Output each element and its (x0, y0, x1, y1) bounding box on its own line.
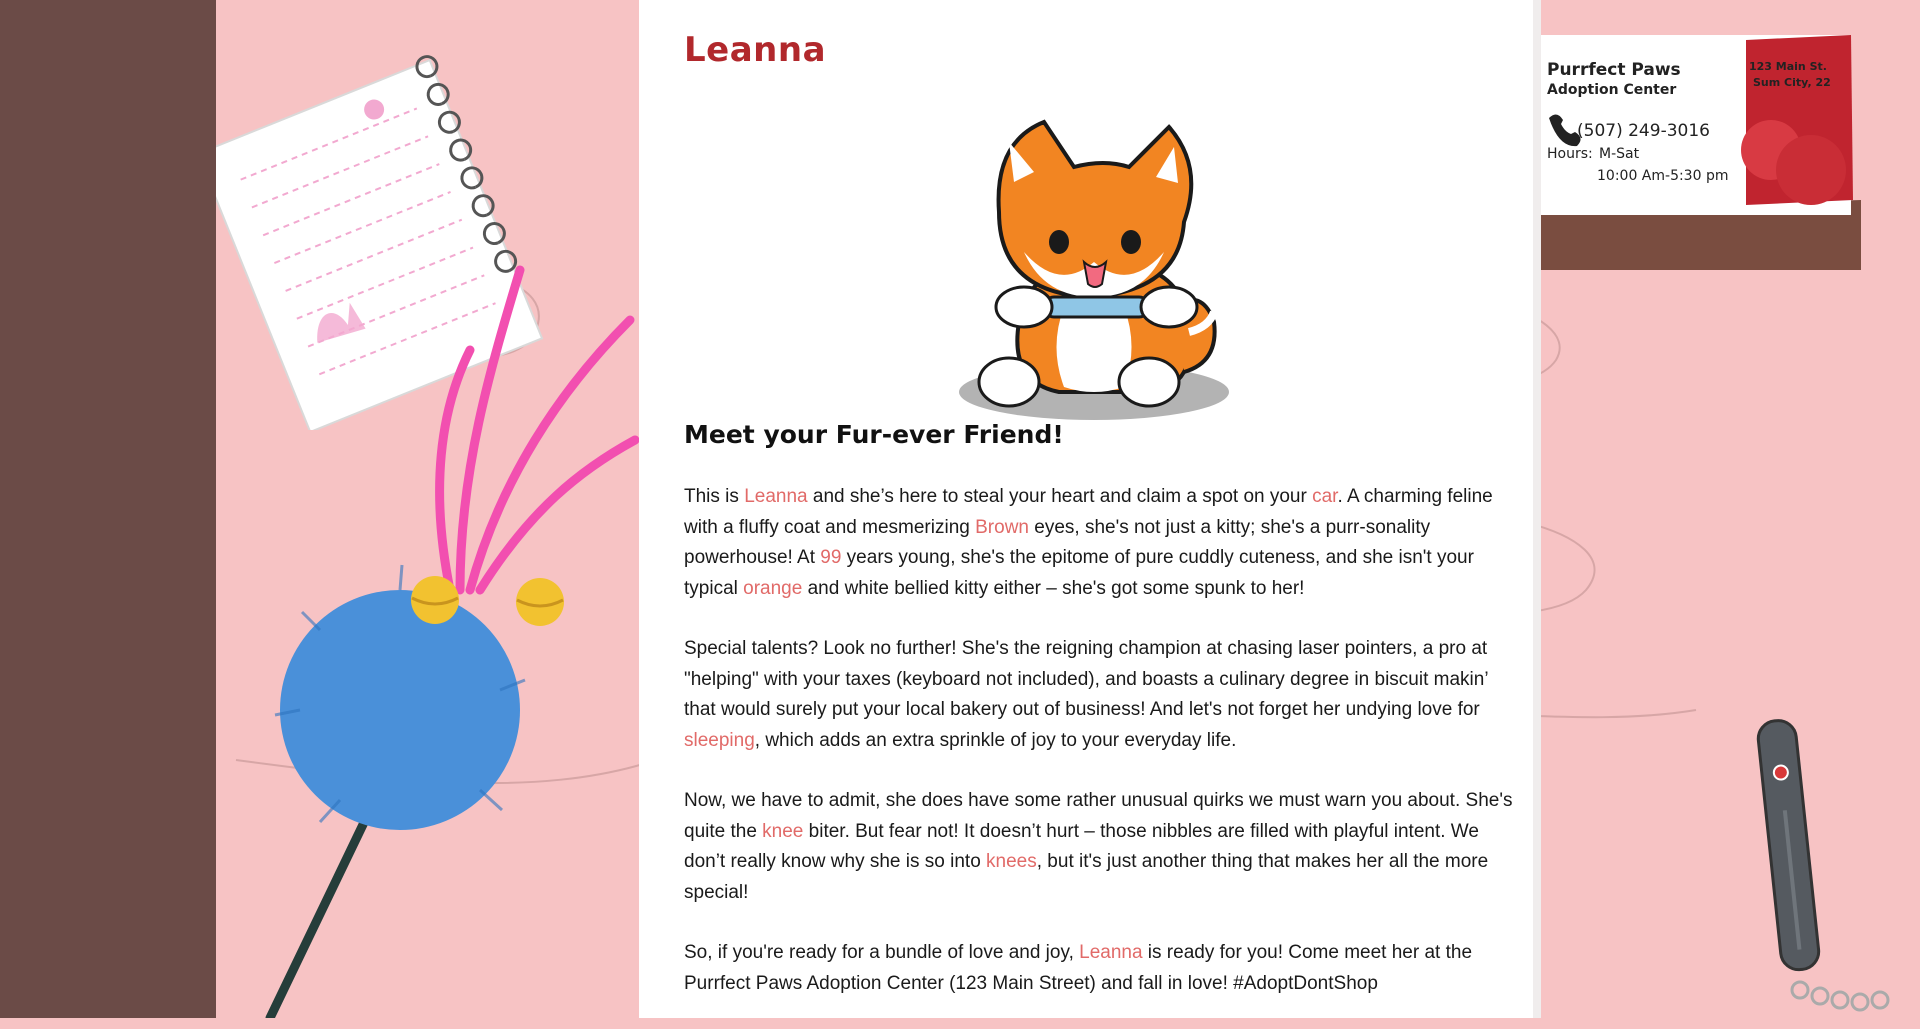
card-phone: (507) 249-3016 (1577, 121, 1710, 141)
card-hours-days: M-Sat (1599, 146, 1640, 162)
bio-paragraph-1: This is Leanna and she’s here to steal your heart and claim a spot on your car. A charming feline with a fluffy coat and mesmerizing Brown eyes, she's not just a kitty; she's a purr-sonality powerhouse! At 99 years young, she's the epitome of pure cuddly cuteness, and she isn't your typical orange and white bellied kitty either – she's got some spunk to her! (684, 486, 1493, 599)
bio-text (684, 482, 1514, 1029)
bio-paragraph-4: So, if you're ready for a bundle of love and joy, Leanna is ready for you! Come meet her at the Purrfect Paws Adoption Center (123 Main Street) and fall in love! #AdoptDontShop (684, 942, 1473, 994)
card-name-line2: Adoption Center (1547, 82, 1677, 98)
highlight-age: 99 (820, 547, 842, 568)
card-address-line1: 123 Main St. (1749, 60, 1827, 73)
cat-name-title: Leanna (684, 30, 827, 70)
highlight-name: Leanna (744, 486, 808, 507)
laser-pointer (1730, 700, 1920, 1018)
section-heading: Meet your Fur-ever Friend! (684, 420, 1064, 449)
bio-paragraph-2: Special talents? Look no further! She's the reigning champion at chasing laser pointers, a pro at "helping" with your taxes (keyboard not included), and boasts a culinary degree in biscuit makin’ that would surely put your local bakery out of business! And let's not forget her undying love for sleeping, which adds an extra sprinkle of joy to your everyday life. (684, 638, 1488, 751)
card-name-line1: Purrfect Paws (1547, 60, 1681, 80)
highlight-quirk-plural: knees (986, 851, 1037, 872)
left-decor-strip (0, 0, 216, 1018)
highlight-quirk: knee (762, 820, 804, 842)
feather-toy (260, 150, 640, 1018)
profile-card (639, 0, 1541, 1018)
cat-illustration (939, 92, 1249, 422)
card-hours-label: Hours: (1547, 146, 1593, 162)
highlight-eyes: Brown (975, 516, 1029, 538)
highlight-love: sleeping (684, 729, 755, 751)
highlight-spot: car (1312, 486, 1338, 507)
card-hours-time: 10:00 Am-5:30 pm (1597, 168, 1729, 184)
bio-paragraph-3: Now, we have to admit, she does have some rather unusual quirks we must warn you about. She's quite the knee biter. But fear not! It doesn’t hurt – those nibbles are filled with playful intent. We don’t really know why she is so into knees, but it's just another thing that makes her all the more special! (684, 790, 1513, 903)
business-card (1541, 30, 1861, 270)
highlight-name-2: Leanna (1079, 942, 1143, 963)
card-address-line2: Sum City, 22 (1753, 76, 1831, 89)
highlight-color: orange (743, 577, 803, 599)
